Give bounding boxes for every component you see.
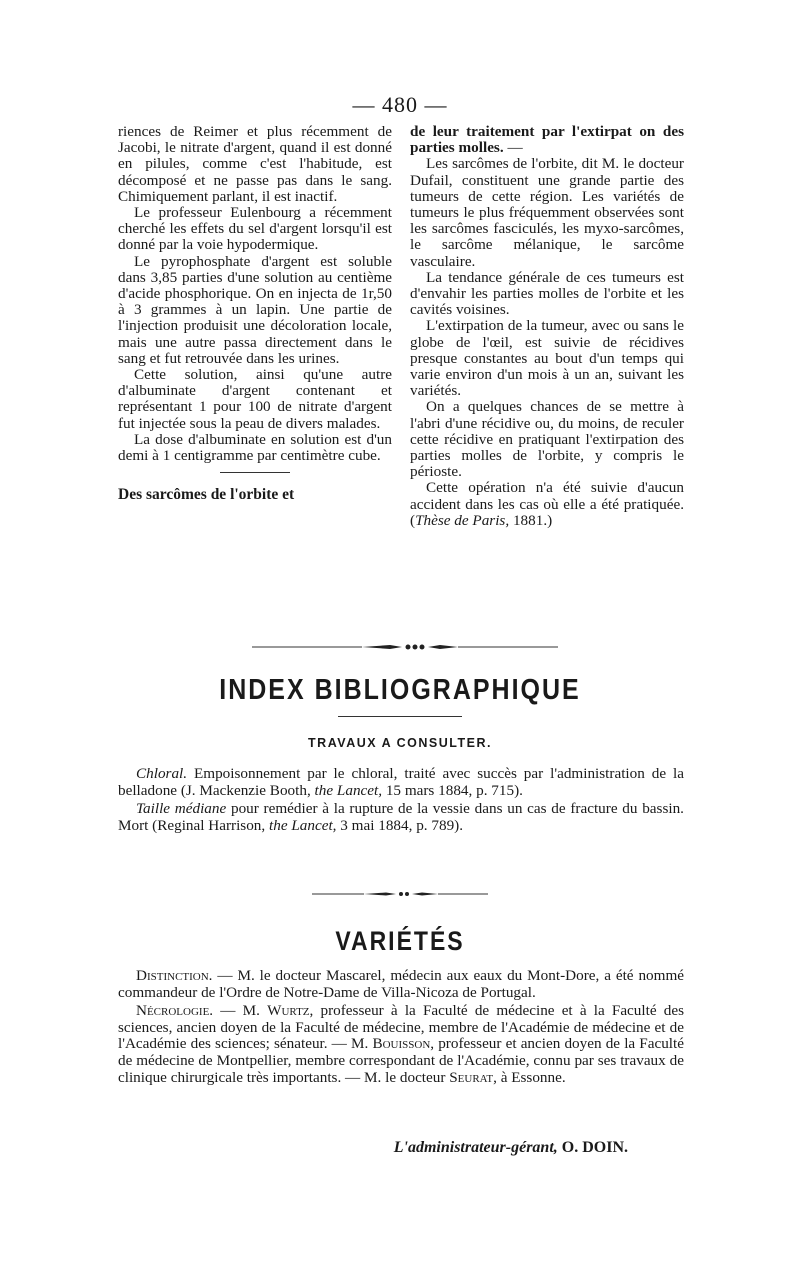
ornamental-divider-small [312,890,488,898]
varietes-section [118,968,684,1088]
publisher-signature: L'administrateur-gérant, O. DOIN. [393,1139,628,1156]
index-title: INDEX BIBLIOGRAPHIQUE [219,673,581,707]
two-column-text [118,124,684,529]
bibliography-entry: Taille médiane pour remédier à la rupture de la vessie dans un cas de fracture du bassin. Mort (Reginal Harrison, the Lancet, 3 mai 1884, p. 789). [118,800,684,834]
right-paragraph-3: L'extirpation de la tumeur, avec ou sans le globe de l'œil, est suivie de récidives presque constantes au bout d'un temps qui varie environ d'un mois à un an, suivant les variétés. [410,317,684,400]
bibliography-entry: Chloral. Empoisonnement par le chloral, traité avec succès par l'administration de la belladone (J. Mackenzie Booth, the Lancet, 15 mars 1884, p. 715). [118,765,684,799]
distinction-paragraph: Distinction. — M. le docteur Mascarel, médecin aux eaux du Mont-Dore, a été nommé commandeur de l'Ordre de Notre-Dame de Villa-Nicoza de Portugal. [118,967,684,1001]
bibliography-list [118,766,684,836]
index-rule [338,716,462,717]
right-paragraph-5: Cette opération n'a été suivie d'aucun accident dans les cas où elle a été pratiquée. (Thèse de Paris, 1881.) [410,479,684,529]
left-column [118,124,392,529]
right-column [410,124,684,529]
varietes-title: VARIÉTÉS [335,925,465,956]
necrologie-paragraph: Nécrologie. — M. Wurtz, professeur à la Faculté de médecine et à la Faculté des sciences, ancien doyen de la Faculté de médecine, membre de l'Académie de médecine et de l'Académie des sciences; sénateur. — M. Bouisson, professeur et ancien doyen de la Faculté de médecine de Montpellier, membre correspondant de l'Académie, connu par ses travaux de clinique chirurgicale très importants. — M. le docteur Seurat, à Essonne. [118,1002,684,1086]
left-paragraph-5: La dose d'albuminate en solution est d'un demi à 1 centigramme par centimètre cube. [118,430,392,465]
right-paragraph-1: Les sarcômes de l'orbite, dit M. le docteur Dufail, constituent une grande partie des tumeurs de cette région. Les variétés de tumeurs le plus fréquemment observées sont les sarcômes fasciculés, les myxo-sarcômes, le sarcôme mélanique, le sarcôme vasculaire. [410,155,684,270]
left-paragraph-4: Cette solution, ainsi qu'une autre d'albuminate d'argent contenant et représentant 1 pour 100 de nitrate d'argent fut injectée sous la peau de divers malades. [118,366,392,432]
index-subheading: TRAVAUX A CONSULTER. [308,736,492,750]
article-heading-start: Des sarcômes de l'orbite et [118,486,295,504]
thesis-citation: Thèse de Paris, [415,511,510,529]
heading-dash: — [507,139,523,157]
left-paragraph-2: Le professeur Eulenbourg a récemment cherché les effets du sel d'argent lorsqu'il est donné par la voie hypodermique. [118,204,392,254]
right-paragraph-4: On a quelques chances de se mettre à l'abri d'une récidive ou, du moins, de reculer cette récidive en pratiquant l'extirpation des parties molles de l'orbite, y compris le périoste. [410,398,684,481]
article-heading-end: de leur traitement par l'extirpat on des parties molles. [410,123,684,157]
ornamental-divider [252,642,558,652]
short-divider [220,472,290,473]
page-number: — 480 — [352,92,448,117]
left-paragraph-1: riences de Reimer et plus récemment de Jacobi, le nitrate d'argent, quand il est donné en pilules, comme c'est l'habitude, est décomposé et ne passe pas dans le sang. Chimiquement parlant, il est inactif. [118,123,392,205]
left-paragraph-3: Le pyrophosphate d'argent est soluble dans 3,85 parties d'une solution au centième d'acide phosphorique. On en injecta de 1r,50 à 3 grammes à un lapin. Une partie de l'injection produisit une décoloration locale, mais une autre passa directement dans le sang et fut retrouvée dans les urines. [118,252,392,367]
right-paragraph-2: La tendance générale de ces tumeurs est d'envahir les parties molles de l'orbite et les cavités voisines. [410,268,684,319]
